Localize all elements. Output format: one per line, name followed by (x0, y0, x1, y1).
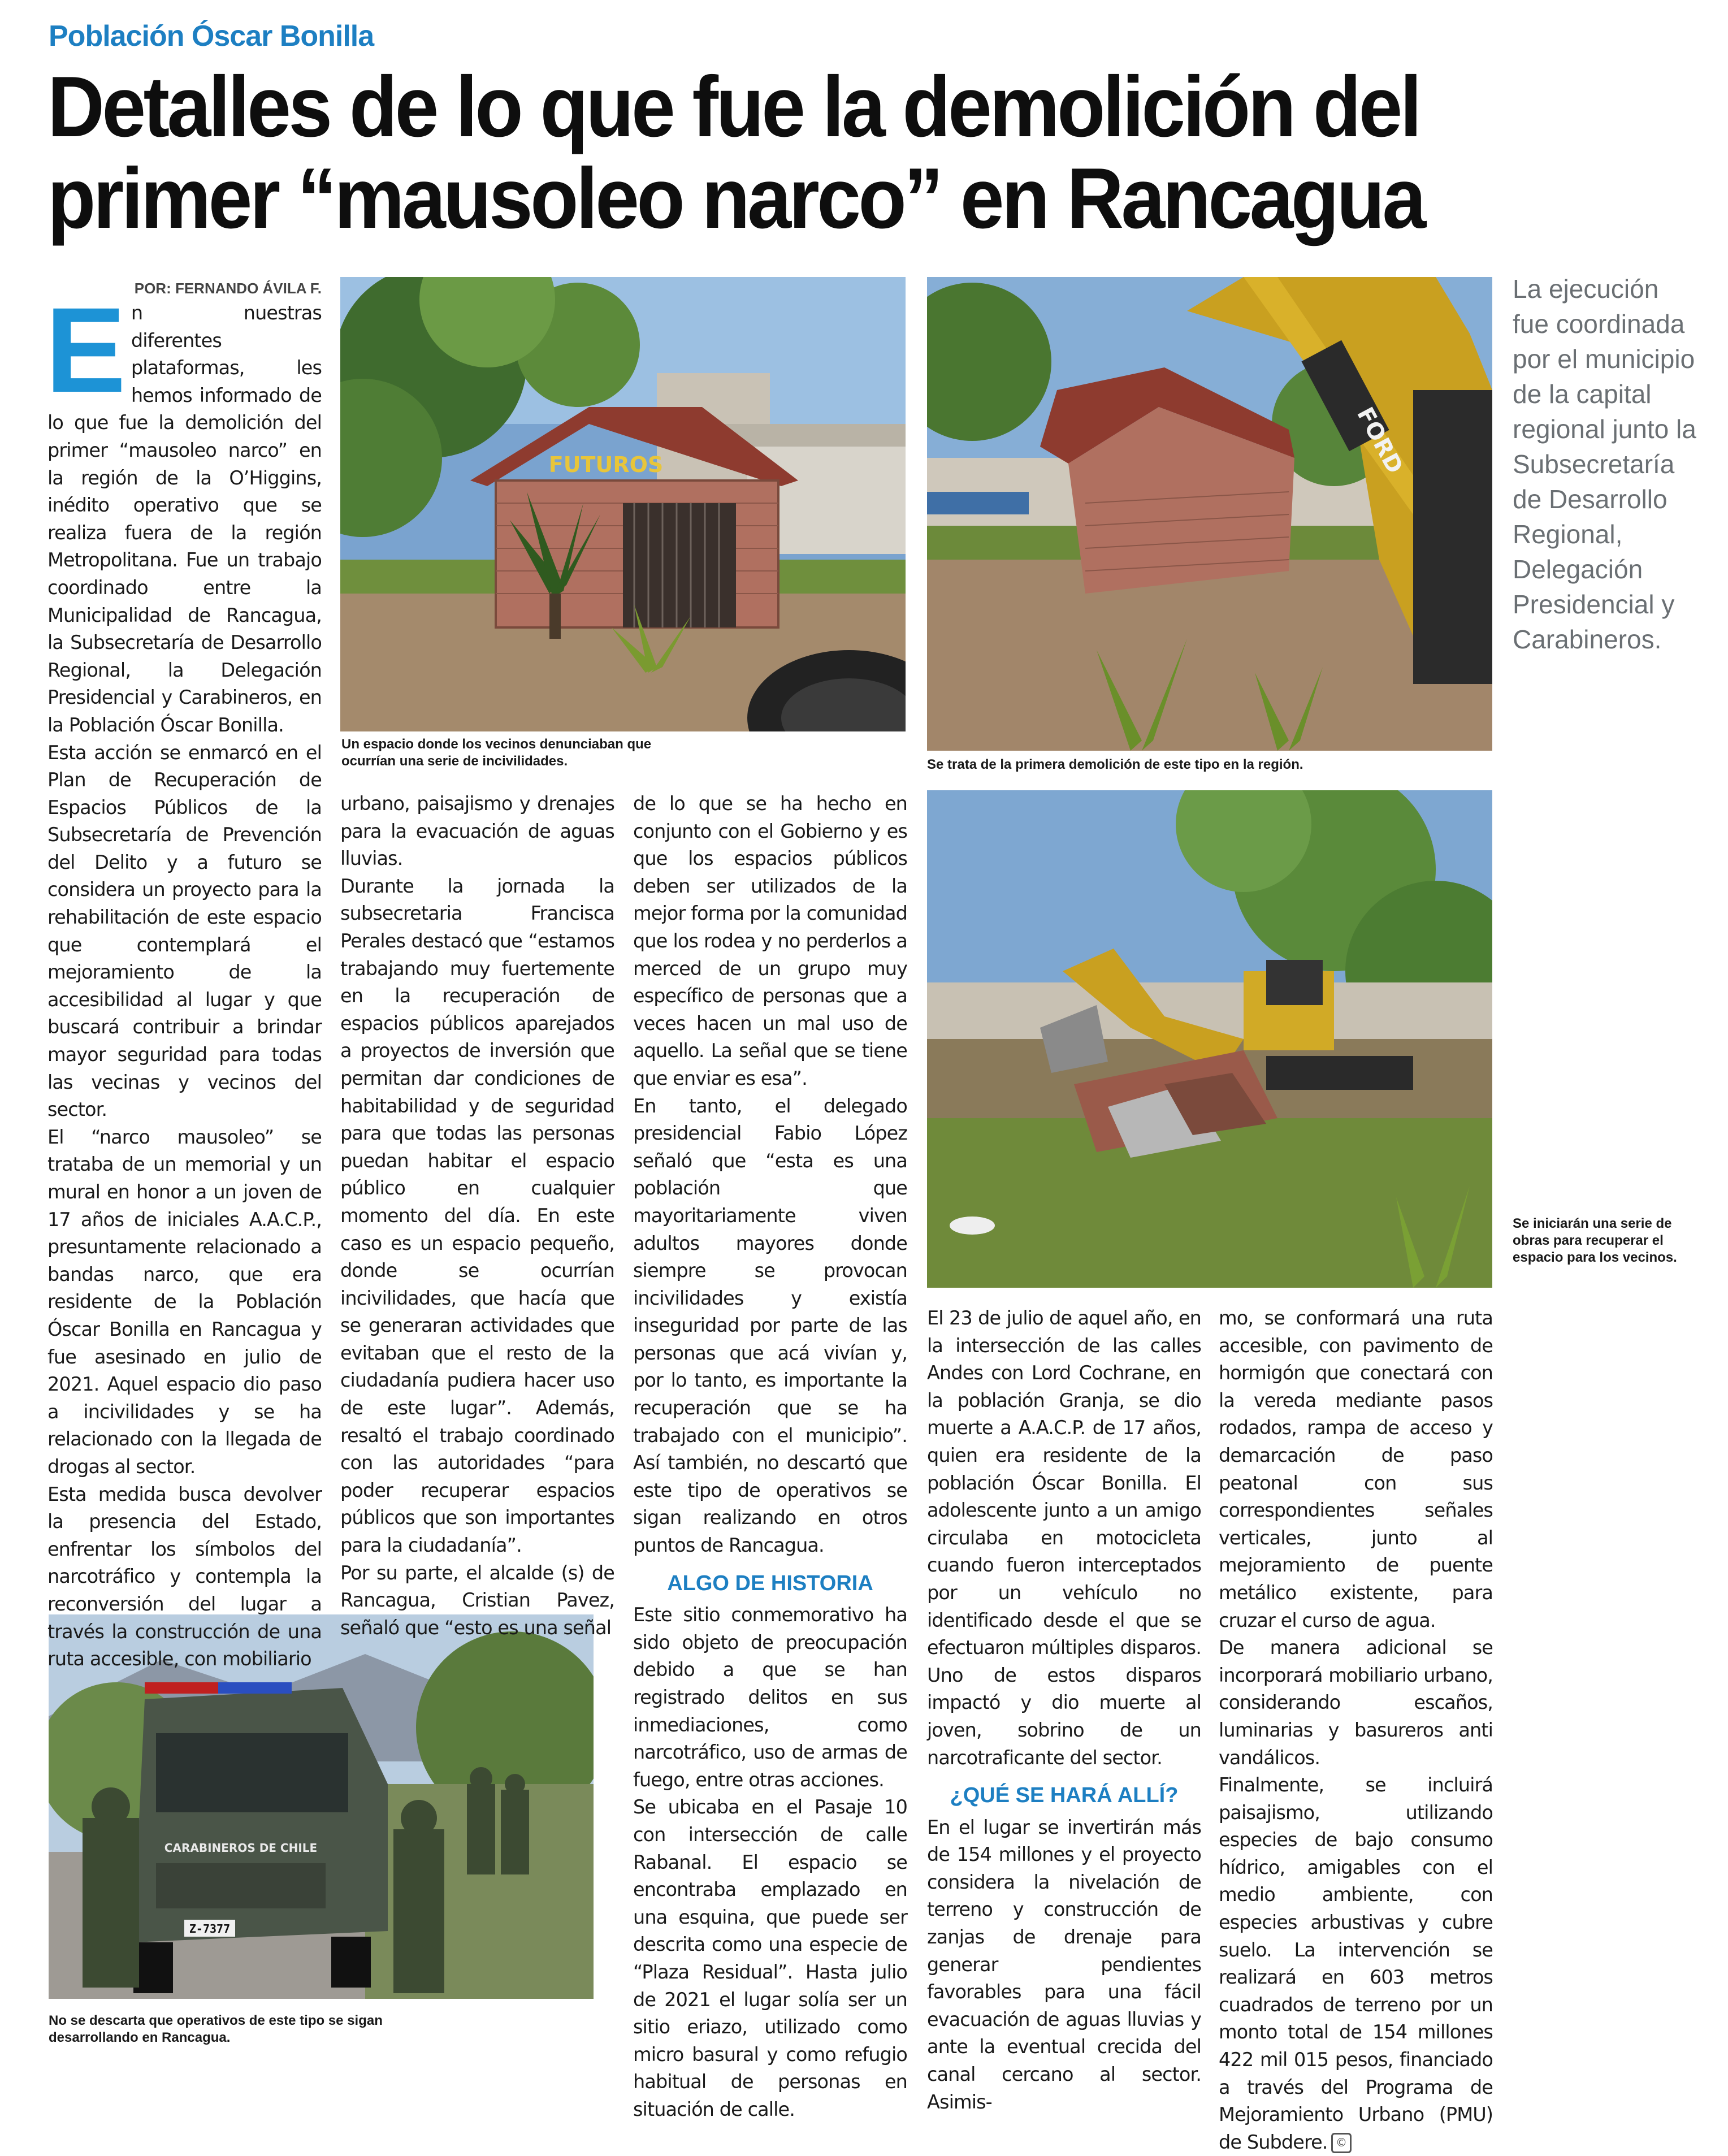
paragraph: Por su parte, el alcalde (s) de Rancagua, Cristian Pavez, señaló que “esto es una señal (340, 1561, 614, 1639)
paragraph: Esta medida busca devolver la presencia del Estado, enfrentar los símbolos del narcotráfico y contempla la reconversión del lugar a través la construcción de una ruta accesible, con mobiliario (47, 1483, 322, 1670)
paragraph: mo, se conformará una ruta accesible, con pavimento de hormigón que conectará con la vereda mediante pasos rodados, rampa de acceso y demarcación de paso peatonal con sus correspondientes señales verticales, junto al mejoramiento de puente metálico existente, para cruzar el curso de agua. (1219, 1307, 1493, 1631)
paragraph-text: Finalmente, se incluirá paisajismo, utilizando especies de bajo consumo hídrico, amigables con el medio ambiente, con especies arbustivas y cubre suelo. La intervención se realizará en 603 metros cuadrados de terreno por un monto total de 154 millones 422 mil 015 pesos, financiado a través del Programa de Mejoramiento Urbano (PMU) de Subdere. (1219, 1774, 1493, 2153)
van-text: CARABINEROS DE CHILE (164, 1841, 318, 1855)
section-kicker: Población Óscar Bonilla (49, 20, 374, 53)
photo-excavator (927, 277, 1492, 751)
headline-line-1: Detalles de lo que fue la demolición del (47, 59, 1419, 155)
subhead-historia: ALGO DE HISTORIA (667, 1571, 873, 1595)
paragraph: urbano, paisajismo y drenajes para la evacuación de aguas lluvias. (340, 793, 614, 870)
photo-rubble (927, 790, 1492, 1288)
plate-text: Z-7377 (189, 1922, 231, 1936)
article-column-4 (927, 1305, 1201, 2116)
subhead-que-se-hara: ¿QUÉ SE HARÁ ALLÍ? (950, 1783, 1179, 1808)
caption-photo-2: Se trata de la primera demolición de este tipo en la región. (927, 757, 1303, 772)
paragraph: En el lugar se invertirán más de 154 millones y el proyecto considera la nivelación de terreno y construcción de zanjas de drenaje para generar pendientes favorables para una fácil evacuación de aguas lluvias y ante la eventual crecida del canal cercano al sector. Asimis- (927, 1816, 1201, 2113)
headline (47, 61, 1483, 244)
paragraph: El 23 de julio de aquel año, en la intersección de las calles Andes con Lord Cochrane, en la población Granja, se dio muerte a A.A.C.P. de 17 años, quien era residente de la población Óscar Bonilla. El adolescente junto a un amigo circulaba en motocicleta cuando fueron interceptados por un vehículo no identificado desde el que se efectuaron múltiples disparos. Uno de estos disparos impactó y dio muerte al joven, sobrino de un narcotraficante del sector. (927, 1307, 1201, 1769)
mural-text: FUTUROS (548, 452, 664, 477)
article-column-5 (1219, 1305, 1493, 2156)
article-column-3 (633, 790, 907, 2124)
caption-photo-4: No se descarta que operativos de este tipo se sigan desarrollando en Rancagua. (49, 2013, 383, 2045)
paragraph: Este sitio conmemorativo ha sido objeto de preocupación debido a que se han registrado delitos en sus inmediaciones, como narcotráfico, uso de armas de fuego, entre otras acciones. (633, 1604, 907, 1791)
headline-line-2: primer “mausoleo narco” en Rancagua (47, 150, 1424, 246)
article-column-2 (340, 790, 614, 1642)
paragraph: de lo que se ha hecho en conjunto con el Gobierno y es que los espacios públicos deben ser utilizados de la mejor forma por la comunidad que los rodea y no perderlos a merced de un grupo muy específico de personas que a veces hacen un mal uso de aquello. La señal que se tiene que enviar es esa”. (633, 793, 907, 1089)
paragraph: De manera adicional se incorporará mobiliario urbano, considerando escaños, luminarias y basureros anti vandálicos. (1219, 1637, 1493, 1769)
paragraph: Durante la jornada la subsecretaria Francisca Perales destacó que “estamos trabajando muy fuertemente en la recuperación de espacios públicos aparejados a proyectos de inversión que permitan dar condiciones de habitabilidad y de seguridad para que todas las personas puedan habitar el espacio público en cualquier momento del día. En este caso es un espacio pequeño, donde se ocurrían incivilidades, que hacía que se generaran actividades que evitaban que el resto de la ciudadanía pudiera hacer uso de este lugar”. Además, resaltó el trabajo coordinado con las autoridades “para poder recuperar espacios públicos que son importantes para la ciudadanía”. (340, 874, 614, 1557)
byline: POR: FERNANDO ÁVILA F. (134, 280, 322, 297)
paragraph: El “narco mausoleo” se trataba de un memorial y un mural en honor a un joven de 17 años de iniciales A.A.C.P., presuntamente relacionado a bandas narco, que era residente de la Población Óscar Bonilla en Rancagua y fue asesinado en julio de 2021. Aquel espacio dio paso a incivilidades y se ha relacionado con la llegada de drogas al sector. (47, 1125, 322, 1478)
pull-quote: La ejecución fue coordinada por el municipio de la capital regional junto la Subsecretaría de Desarrollo Regional, Delegación Presidencial y Carabineros. (1513, 274, 1696, 654)
machine-text: FORD (1352, 403, 1408, 478)
drop-cap: E (45, 283, 125, 418)
paragraph: Esta acción se enmarcó en el Plan de Recuperación de Espacios Públicos de la Subsecretaría de Prevención del Delito y a futuro se considera un proyecto para la rehabilitación de este espacio que contemplará el mejoramiento de la accesibilidad al lugar y que buscará contribuir a brindar mayor seguridad para todas las vecinas y vecinos del sector. (47, 741, 322, 1121)
photo-memorial (340, 277, 906, 731)
caption-photo-1: Un espacio donde los vecinos denunciaban que ocurrían una serie de incivilidades. (341, 737, 652, 769)
paragraph: n nuestras diferentes plataformas, les hemos informado de lo que fue la demolición del primer “mausoleo narco” en la región de la O’Higgins, inédito operativo que se realiza fuera de la región Metropolitana. Fue un trabajo coordinado entre la Municipalidad de Rancagua, la Subsecretaría de Desarrollo Regional, la Delegación Presidencial y Carabineros, en la Población Óscar Bonilla. (47, 302, 322, 736)
paragraph: Se ubicaba en el Pasaje 10 con intersección de calle Rabanal. El espacio se encontraba emplazado en una esquina, que puede ser descrita como una especie de “Plaza Residual”. Hasta julio de 2021 el lugar solía ser un sitio eriazo, utilizado como micro basural y como refugio habitual de personas en situación de calle. (633, 1796, 907, 2120)
paragraph: En tanto, el delegado presidencial Fabio López señaló que “esta es una población que mayoritariamente viven adultos mayores donde siempre se provocan incivilidades y existía inseguridad por parte de las personas que acá vivían y, por lo tanto, es importante la recuperación que se ha trabajado con el municipio”. Así también, no descartó que este tipo de operativos se sigan realizando en otros puntos de Rancagua. (633, 1094, 907, 1557)
article-column-1 (47, 277, 322, 1673)
paragraph (1219, 1772, 1493, 2156)
caption-photo-3: Se iniciarán una serie de obras para recuperar el espacio para los vecinos. (1513, 1216, 1677, 1265)
end-mark-icon: © (1331, 2133, 1352, 2153)
